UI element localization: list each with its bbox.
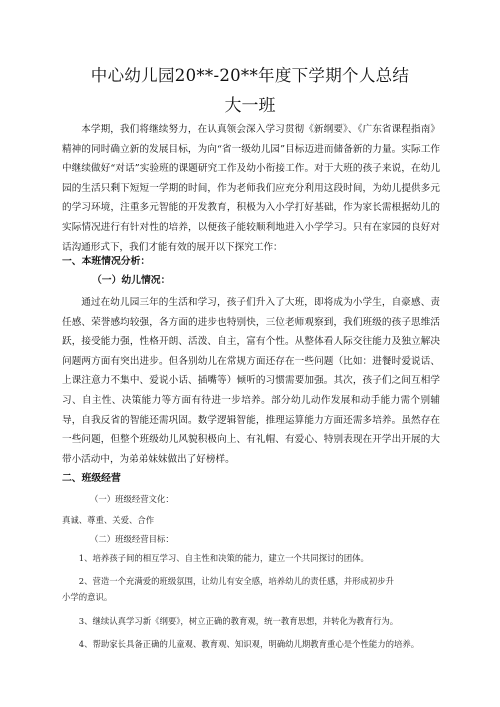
goal3-block (62, 613, 440, 629)
section1-paragraph: 通过在幼儿园三年的生活和学习，孩子们升入了大班，即将成为小学生，自豪感、责任感、荣誉感均较强，各方面的进步也特别快，三位老师观察到，我们班级的孩子思维活跃，接受能力强，性格开朗、活泼、自主，富有个性。从整体看人际交往能力及独立解决问题两方面有突出进步。但各别幼儿在常规方面还存在一些问题（比如：进餐时爱说话、上课注意力不集中、爱说小话、插嘴等）倾听的习惯需要加强。其次，孩子们之间互相学习、自主性、决策能力等方面有待进一步培养。部分幼儿动作发展和动手能力需个别辅导，自我反省的智能还需巩固。数学逻辑智能，推理运算能力方面还需多培养。虽然存在一些问题，但整个班级幼儿风貌积极向上、有礼帽、有爱心、特别表现在开学出开展的大带小活动中，为弟弟妹妹做出了好榜样。 (62, 297, 440, 465)
section1-sub-block (92, 273, 470, 289)
goal1-block (62, 550, 440, 566)
section1-body-block (62, 293, 440, 469)
goal-item-3: 3、继续认真学习新《纲要》，树立正确的教育观，统一教育思想，并转化为教育行为。 (78, 616, 399, 626)
intro-block (62, 120, 440, 257)
goal-item-1: 1、培养孩子间的相互学习、自主性和决策的能力，建立一个共同探讨的团体。 (78, 553, 369, 563)
section1-heading: 一、本班情况分析： (62, 256, 151, 267)
document-title: 中心幼儿园20**-20**年度下学期个人总结 (90, 66, 410, 85)
goal-item-2-continued: 小学的意识。 (62, 592, 113, 602)
class-name-heading: 大一班 (224, 96, 276, 116)
section2-subheading-goals: （二）班级经营目标： (90, 534, 174, 544)
section2-culture-block (62, 512, 440, 528)
goal-item-4: 4、帮助家长具备正确的儿童观、教育观、知识观，明确幼儿期教育重心是个性能力的培养。 (78, 639, 420, 649)
section2-sub1-block (90, 491, 468, 507)
class-culture-text: 真诚、尊重、关爱、合作 (62, 515, 155, 525)
goal-item-2: 2、营造一个充满爱的班级氛围，让幼儿有安全感，培养幼儿的责任感，并形成初步升 (78, 576, 394, 586)
intro-paragraph: 本学期，我们将继续努力，在认真领会深入学习贯彻《新纲要》、《广东省课程指南》精神的同时确立新的发展目标，为向“省一级幼儿园”目标迈进而储备新的力量。实际工作中继续做好“对话”实验班的课题研究工作及幼小衔接工作。对于大班的孩子来说，在幼儿园的生活只剩下短短一学期的时间，作为老师我们应充分利用这段时间，为幼儿提供多元的学习环境，注重多元智能的开发教育，积极为入小学打好基础，作为家长需根据幼儿的实际情况进行有针对性的培养，以便孩子能较顺利地进入小学学习。只有在家园的良好对话沟通形式下，我们才能有效的展开以下探究工作： (62, 124, 440, 253)
goal4-block (62, 636, 440, 652)
section2-heading: 二、班级经营 (62, 473, 121, 484)
section2-sub2-block (90, 531, 468, 547)
section1-heading-block (62, 254, 440, 270)
section1-subheading: （一）幼儿情况： (92, 275, 171, 286)
section2-heading-block (62, 471, 440, 487)
section2-subheading-culture: （一）班级经营文化： (90, 494, 174, 504)
goal2-block (62, 573, 440, 605)
